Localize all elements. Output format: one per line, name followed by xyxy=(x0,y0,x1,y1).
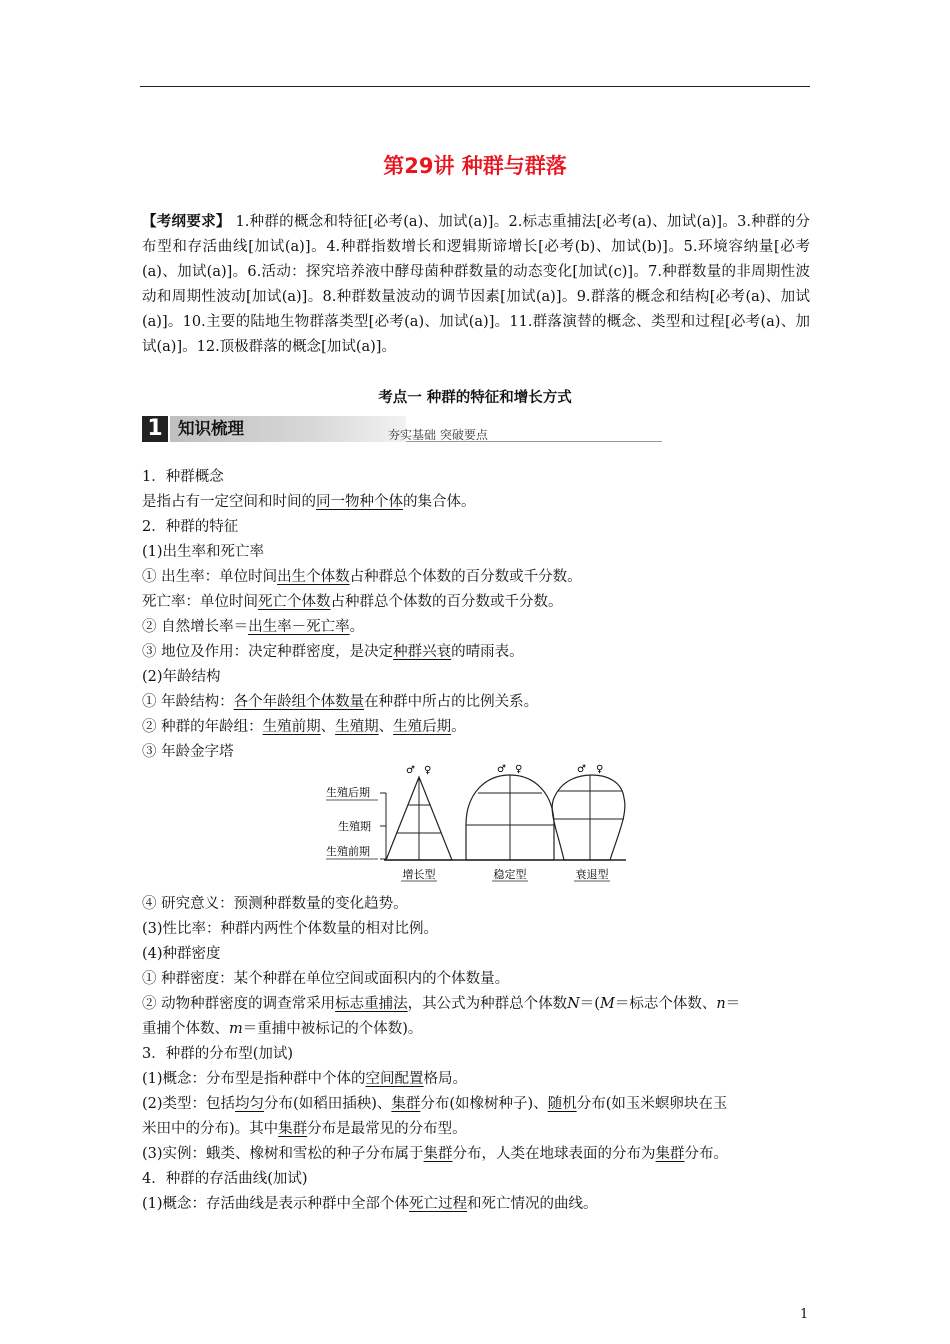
exam-requirements-label: 【考纲要求】 xyxy=(142,214,231,230)
line: ① 种群密度：某个种群在单位空间或面积内的个体数量。 xyxy=(142,971,510,987)
answer-blank: 各个年龄组个体数量 xyxy=(233,694,365,710)
line: 4．种群的存活曲线(加试) xyxy=(142,1171,308,1187)
female-symbol: ♀ xyxy=(424,765,432,776)
line: ① 年龄结构：各个年龄组个体数量在种群中所占的比例关系。 xyxy=(142,694,539,710)
banner-number: 1 xyxy=(142,416,168,442)
line: (2)类型：包括均匀分布(如稻田插秧)、集群分布(如橡树种子)、随机分布(如玉米螟卵块在玉 xyxy=(142,1096,728,1112)
female-symbol: ♀ xyxy=(515,764,523,775)
line: (1)概念：存活曲线是表示种群中全部个体死亡过程和死亡情况的曲线。 xyxy=(142,1196,598,1212)
stage-label-repro: 生殖期 xyxy=(338,820,371,833)
male-symbol: ♂ xyxy=(497,764,506,775)
type-label-stable: 稳定型 xyxy=(493,868,527,881)
line: ② 动物种群密度的调查常采用标志重捕法，其公式为种群总个体数N＝(M＝标志个体数、n＝ xyxy=(142,996,741,1012)
answer-blank: 生殖前期 xyxy=(262,719,321,735)
answer-blank: 生殖期 xyxy=(335,719,379,735)
answer-blank: 空间配置 xyxy=(365,1071,424,1087)
answer-blank: 生殖后期 xyxy=(393,719,452,735)
page-title: 第29讲 种群与群落 xyxy=(383,154,567,178)
answer-blank: 同一物种个体 xyxy=(316,494,403,510)
male-symbol: ♂ xyxy=(406,765,415,776)
female-symbol: ♀ xyxy=(596,764,604,775)
line: 是指占有一定空间和时间的同一物种个体的集合体。 xyxy=(142,494,476,510)
stage-label-post: 生殖后期 xyxy=(326,786,370,799)
line: (1)概念：分布型是指种群中个体的空间配置格局。 xyxy=(142,1071,468,1087)
answer-blank: 集群 xyxy=(278,1121,308,1137)
line: ③ 年龄金字塔 xyxy=(142,744,234,760)
type-label-declining: 衰退型 xyxy=(575,868,609,881)
type-label-growth: 增长型 xyxy=(402,868,436,881)
banner-title: 知识梳理 xyxy=(178,419,244,438)
answer-blank: 出生率－死亡率 xyxy=(248,619,350,635)
line: ② 种群的年龄组：生殖前期、生殖期、生殖后期。 xyxy=(142,719,466,735)
line: 米田中的分布)。其中集群分布是最常见的分布型。 xyxy=(142,1121,467,1137)
line: (4)种群密度 xyxy=(142,946,221,962)
header-rule xyxy=(140,86,810,87)
line: 1．种群概念 xyxy=(142,469,224,485)
answer-blank: 死亡过程 xyxy=(409,1196,468,1212)
knowledge-banner xyxy=(142,416,520,444)
answer-blank: 种群兴衰 xyxy=(393,644,452,660)
line: ③ 地位及作用：决定种群密度，是决定种群兴衰的晴雨表。 xyxy=(142,644,524,660)
stage-label-pre: 生殖前期 xyxy=(326,845,370,858)
exam-requirements xyxy=(142,210,810,360)
line: (1)出生率和死亡率 xyxy=(142,544,265,560)
line: ④ 研究意义：预测种群数量的变化趋势。 xyxy=(142,896,408,912)
section-heading: 考点一 种群的特征和增长方式 xyxy=(378,390,572,406)
answer-blank: 均匀 xyxy=(235,1096,265,1112)
declining-pyramid-shape xyxy=(552,775,625,860)
line: 2．种群的特征 xyxy=(142,519,239,535)
banner-subtitle: 夯实基础 突破要点 xyxy=(388,428,488,442)
male-symbol: ♂ xyxy=(577,764,586,775)
page-number: 1 xyxy=(800,1307,809,1322)
age-pyramid-diagram xyxy=(326,763,626,885)
line: (2)年龄结构 xyxy=(142,669,221,685)
exam-requirements-text: 1.种群的概念和特征[必考(a)、加试(a)]。2.标志重捕法[必考(a)、加试(a)]。3.种群的分布型和存活曲线[加试(a)]。4.种群指数增长和逻辑斯谛增长[必考(b)、加试(b)]。5.环境容纳量[必考(a)、加试(a)]。6.活动：探究培养液中酵母菌种群数量的动态变化[加试(c)]。7.种群数量的非周期性波动和周期性波动[加试(a)]。8.种群数量波动的调节因素[加试(a)]。9.群落的概念和结构[必考(a)、加试(a)]。10.主要的陆地生物群落类型[必考(a)、加试(a)]。11.群落演替的概念、类型和过程[必考(a)、加试(a)]。12.顶极群落的概念[加试(a)]。 xyxy=(142,214,811,355)
line: (3)实例：蛾类、橡树和雪松的种子分布属于集群分布，人类在地球表面的分布为集群分布。 xyxy=(142,1146,729,1162)
answer-blank: 集群 xyxy=(391,1096,421,1112)
line: 死亡率：单位时间死亡个体数占种群总个体数的百分数或千分数。 xyxy=(142,594,563,610)
line: (3)性比率：种群内两性个体数量的相对比例。 xyxy=(142,921,439,937)
answer-blank: 集群 xyxy=(655,1146,685,1162)
answer-blank: 集群 xyxy=(423,1146,453,1162)
answer-blank: 标志重捕法 xyxy=(335,996,408,1012)
line: 3．种群的分布型(加试) xyxy=(142,1046,294,1062)
answer-blank: 出生个体数 xyxy=(277,569,350,585)
answer-blank: 死亡个体数 xyxy=(258,594,331,610)
line: ① 出生率：单位时间出生个体数占种群总个体数的百分数或千分数。 xyxy=(142,569,582,585)
line: 重捕个体数、m＝重捕中被标记的个体数)。 xyxy=(142,1021,423,1037)
answer-blank: 随机 xyxy=(547,1096,577,1112)
line: ② 自然增长率＝出生率－死亡率。 xyxy=(142,619,365,635)
